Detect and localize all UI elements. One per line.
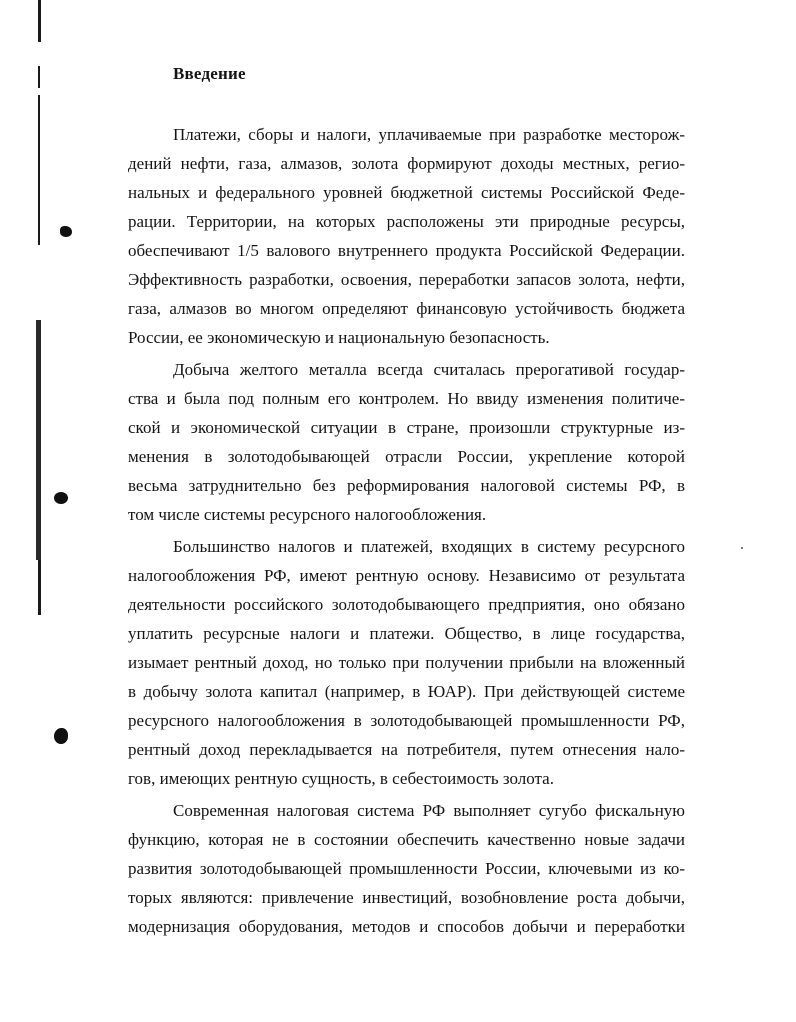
text-line: весьма затруднительно без реформирования налоговой системы РФ, в	[128, 476, 685, 495]
text-line: обеспечивают 1/5 валового внутреннего продукта Российской Федерации.	[128, 241, 685, 260]
text-line: модернизация оборудования, методов и способов добычи и переработки	[128, 917, 685, 936]
text-line: налогообложения РФ, имеют рентную основу. Независимо от результата	[128, 566, 685, 585]
text-line: развития золотодобывающей промышленности России, ключевыми из ко-	[128, 859, 685, 878]
scan-edge-mark	[38, 95, 40, 245]
text-line: рации. Территории, на которых расположены эти природные ресурсы,	[128, 212, 685, 231]
section-heading: Введение	[173, 64, 246, 83]
scan-edge-mark	[38, 66, 40, 88]
text-line: менения в золотодобывающей отрасли России, укрепление которой	[128, 447, 685, 466]
scan-speck	[54, 728, 68, 744]
text-line: деятельности российского золотодобывающего предприятия, оно обязано	[128, 595, 685, 614]
text-line: Современная налоговая система РФ выполняет сугубо фискальную	[173, 801, 685, 820]
text-line: нальных и федерального уровней бюджетной системы Российской Феде-	[128, 183, 685, 202]
text-line: функцию, которая не в состоянии обеспечить качественно новые задачи	[128, 830, 685, 849]
text-line: уплатить ресурсные налоги и платежи. Общество, в лице государства,	[128, 624, 685, 643]
text-line: том числе системы ресурсного налогообложения.	[128, 505, 487, 524]
scan-speck	[60, 226, 72, 237]
text-line: ства и была под полным его контролем. Но ввиду изменения политиче-	[128, 389, 685, 408]
text-line: ской и экономической ситуации в стране, произошли структурные из-	[128, 418, 685, 437]
text-line: рентный доход перекладывается на потребителя, путем отнесения нало-	[128, 740, 685, 759]
scan-edge-mark	[38, 560, 41, 615]
scan-edge-mark	[38, 0, 41, 42]
text-line: гов, имеющих рентную сущность, в себестоимость золота.	[128, 769, 554, 788]
text-line: в добычу золота капитал (например, в ЮАР). При действующей системе	[128, 682, 685, 701]
text-line: Эффективность разработки, освоения, переработки запасов золота, нефти,	[128, 270, 685, 289]
text-line: Добыча желтого металла всегда считалась прерогативой государ-	[173, 360, 685, 379]
text-line: ресурсного налогообложения в золотодобывающей промышленности РФ,	[128, 711, 685, 730]
text-line: торых являются: привлечение инвестиций, возобновление роста добычи,	[128, 888, 685, 907]
text-line: России, ее экономическую и национальную безопасность.	[128, 328, 550, 347]
text-line: газа, алмазов во многом определяют финансовую устойчивость бюджета	[128, 299, 685, 318]
scan-speck	[54, 492, 68, 504]
scan-edge-mark	[36, 320, 41, 560]
text-line: изымает рентный доход, но только при получении прибыли на вложенный	[128, 653, 685, 672]
text-line: Большинство налогов и платежей, входящих в систему ресурсного	[173, 537, 685, 556]
text-line: Платежи, сборы и налоги, уплачиваемые при разработке месторож-	[173, 125, 685, 144]
text-line: дений нефти, газа, алмазов, золота формируют доходы местных, регио-	[128, 154, 685, 173]
scan-speck	[741, 547, 743, 549]
